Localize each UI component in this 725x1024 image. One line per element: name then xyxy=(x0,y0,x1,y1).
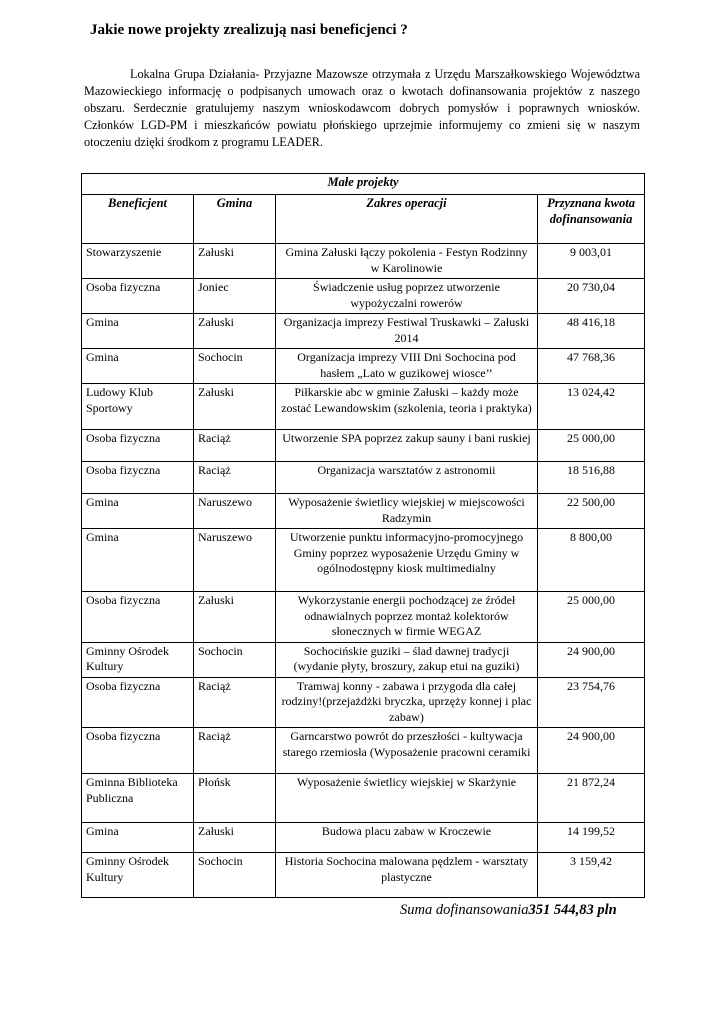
document-title: Jakie nowe projekty zrealizują nasi beneficjenci ? xyxy=(90,22,408,38)
cell-beneficjent: Osoba fizyczna xyxy=(82,430,194,462)
cell-kwota: 21 872,24 xyxy=(538,774,645,823)
table-row xyxy=(82,853,645,898)
header-gmina: Gmina xyxy=(194,195,276,244)
cell-gmina: Sochocin xyxy=(194,349,276,384)
cell-gmina: Załuski xyxy=(194,384,276,430)
table-row xyxy=(82,642,645,677)
cell-zakres: Tramwaj konny - zabawa i przygoda dla całej rodziny!(przejażdżki bryczka, uprzęży konnej i plac zabaw) xyxy=(276,677,538,728)
cell-beneficjent: Gmina xyxy=(82,314,194,349)
cell-zakres: Organizacja imprezy VIII Dni Sochocina pod hasłem „Lato w guzikowej wiosce’’ xyxy=(276,349,538,384)
cell-zakres: Świadczenie usług poprzez utworzenie wypożyczalni rowerów xyxy=(276,279,538,314)
cell-zakres: Sochocińskie guziki – ślad dawnej tradycji (wydanie płyty, broszury, zakup etui na guziki) xyxy=(276,642,538,677)
table-row xyxy=(82,592,645,643)
cell-zakres: Wykorzystanie energii pochodzącej ze źródeł odnawialnych poprzez montaż kolektorów słonecznych w firmie WEGAZ xyxy=(276,592,538,643)
header-beneficjent: Beneficjent xyxy=(82,195,194,244)
summary-amount: 351 544,83 pln xyxy=(528,902,617,918)
cell-beneficjent: Gmina xyxy=(82,823,194,853)
cell-beneficjent: Gminny Ośrodek Kultury xyxy=(82,853,194,898)
cell-beneficjent: Stowarzyszenie xyxy=(82,244,194,279)
cell-gmina: Raciąż xyxy=(194,462,276,494)
table-row xyxy=(82,677,645,728)
table-caption: Małe projekty xyxy=(82,174,645,195)
cell-kwota: 47 768,36 xyxy=(538,349,645,384)
table-row xyxy=(82,244,645,279)
cell-kwota: 24 900,00 xyxy=(538,642,645,677)
cell-beneficjent: Ludowy Klub Sportowy xyxy=(82,384,194,430)
summary-label: Suma dofinansowania xyxy=(400,902,529,918)
table-caption-row xyxy=(82,174,645,195)
table-row xyxy=(82,529,645,592)
cell-beneficjent: Gminny Ośrodek Kultury xyxy=(82,642,194,677)
cell-zakres: Organizacja warsztatów z astronomii xyxy=(276,462,538,494)
cell-kwota: 14 199,52 xyxy=(538,823,645,853)
cell-beneficjent: Osoba fizyczna xyxy=(82,728,194,774)
intro-paragraph xyxy=(84,66,640,151)
table-row xyxy=(82,774,645,823)
table-row xyxy=(82,462,645,494)
table-header-row xyxy=(82,195,645,244)
cell-beneficjent: Osoba fizyczna xyxy=(82,592,194,643)
cell-kwota: 3 159,42 xyxy=(538,853,645,898)
cell-gmina: Joniec xyxy=(194,279,276,314)
cell-gmina: Sochocin xyxy=(194,642,276,677)
cell-gmina: Naruszewo xyxy=(194,494,276,529)
cell-kwota: 9 003,01 xyxy=(538,244,645,279)
summary-total xyxy=(400,902,617,919)
cell-kwota: 18 516,88 xyxy=(538,462,645,494)
cell-kwota: 23 754,76 xyxy=(538,677,645,728)
header-kwota: Przyznana kwota dofinansowania xyxy=(538,195,645,244)
cell-beneficjent: Osoba fizyczna xyxy=(82,677,194,728)
cell-gmina: Sochocin xyxy=(194,853,276,898)
table-body xyxy=(82,244,645,898)
cell-kwota: 20 730,04 xyxy=(538,279,645,314)
table-row xyxy=(82,823,645,853)
cell-gmina: Załuski xyxy=(194,244,276,279)
table-row xyxy=(82,314,645,349)
cell-zakres: Wyposażenie świetlicy wiejskiej w Skarżynie xyxy=(276,774,538,823)
cell-zakres: Gmina Załuski łączy pokolenia - Festyn Rodzinny w Karolinowie xyxy=(276,244,538,279)
cell-kwota: 25 000,00 xyxy=(538,592,645,643)
cell-beneficjent: Gminna Biblioteka Publiczna xyxy=(82,774,194,823)
table-row xyxy=(82,279,645,314)
cell-zakres: Wyposażenie świetlicy wiejskiej w miejscowości Radzymin xyxy=(276,494,538,529)
cell-beneficjent: Gmina xyxy=(82,529,194,592)
table-row xyxy=(82,728,645,774)
table-row xyxy=(82,430,645,462)
cell-beneficjent: Gmina xyxy=(82,349,194,384)
table-row xyxy=(82,349,645,384)
cell-gmina: Załuski xyxy=(194,314,276,349)
cell-gmina: Raciąż xyxy=(194,430,276,462)
cell-zakres: Utworzenie SPA poprzez zakup sauny i bani ruskiej xyxy=(276,430,538,462)
cell-kwota: 48 416,18 xyxy=(538,314,645,349)
cell-gmina: Naruszewo xyxy=(194,529,276,592)
cell-kwota: 25 000,00 xyxy=(538,430,645,462)
cell-beneficjent: Osoba fizyczna xyxy=(82,279,194,314)
cell-gmina: Załuski xyxy=(194,592,276,643)
header-zakres: Zakres operacji xyxy=(276,195,538,244)
cell-beneficjent: Osoba fizyczna xyxy=(82,462,194,494)
cell-kwota: 24 900,00 xyxy=(538,728,645,774)
cell-gmina: Płońsk xyxy=(194,774,276,823)
cell-zakres: Organizacja imprezy Festiwal Truskawki – Załuski 2014 xyxy=(276,314,538,349)
projects-table xyxy=(81,173,645,898)
cell-kwota: 22 500,00 xyxy=(538,494,645,529)
cell-gmina: Raciąż xyxy=(194,677,276,728)
cell-zakres: Utworzenie punktu informacyjno-promocyjnego Gminy poprzez wyposażenie Urzędu Gminy w ogólnodostępny kiosk multimedialny xyxy=(276,529,538,592)
table-row xyxy=(82,384,645,430)
cell-zakres: Garncarstwo powrót do przeszłości - kultywacja starego rzemiosła (Wyposażenie pracowni ceramiki xyxy=(276,728,538,774)
table-row xyxy=(82,494,645,529)
cell-zakres: Piłkarskie abc w gminie Załuski – każdy może zostać Lewandowskim (szkolenia, teoria i praktyka) xyxy=(276,384,538,430)
intro-text: Lokalna Grupa Działania- Przyjazne Mazowsze otrzymała z Urzędu Marszałkowskiego Województwa Mazowieckiego informację o podpisanych umowach oraz o kwotach dofinansowania projektów z naszego obszaru. Serdecznie gratulujemy naszym wnioskodawcom dobrych pomysłów i poprawnych wniosków. Członków LGD-PM i mieszkańców powiatu płońskiego uprzejmie informujemy co zmieni się w naszym otoczeniu dzięki środkom z programu LEADER. xyxy=(84,67,640,149)
cell-kwota: 8 800,00 xyxy=(538,529,645,592)
cell-beneficjent: Gmina xyxy=(82,494,194,529)
cell-gmina: Raciąż xyxy=(194,728,276,774)
cell-kwota: 13 024,42 xyxy=(538,384,645,430)
cell-zakres: Historia Sochocina malowana pędzlem - warsztaty plastyczne xyxy=(276,853,538,898)
cell-zakres: Budowa placu zabaw w Kroczewie xyxy=(276,823,538,853)
cell-gmina: Załuski xyxy=(194,823,276,853)
